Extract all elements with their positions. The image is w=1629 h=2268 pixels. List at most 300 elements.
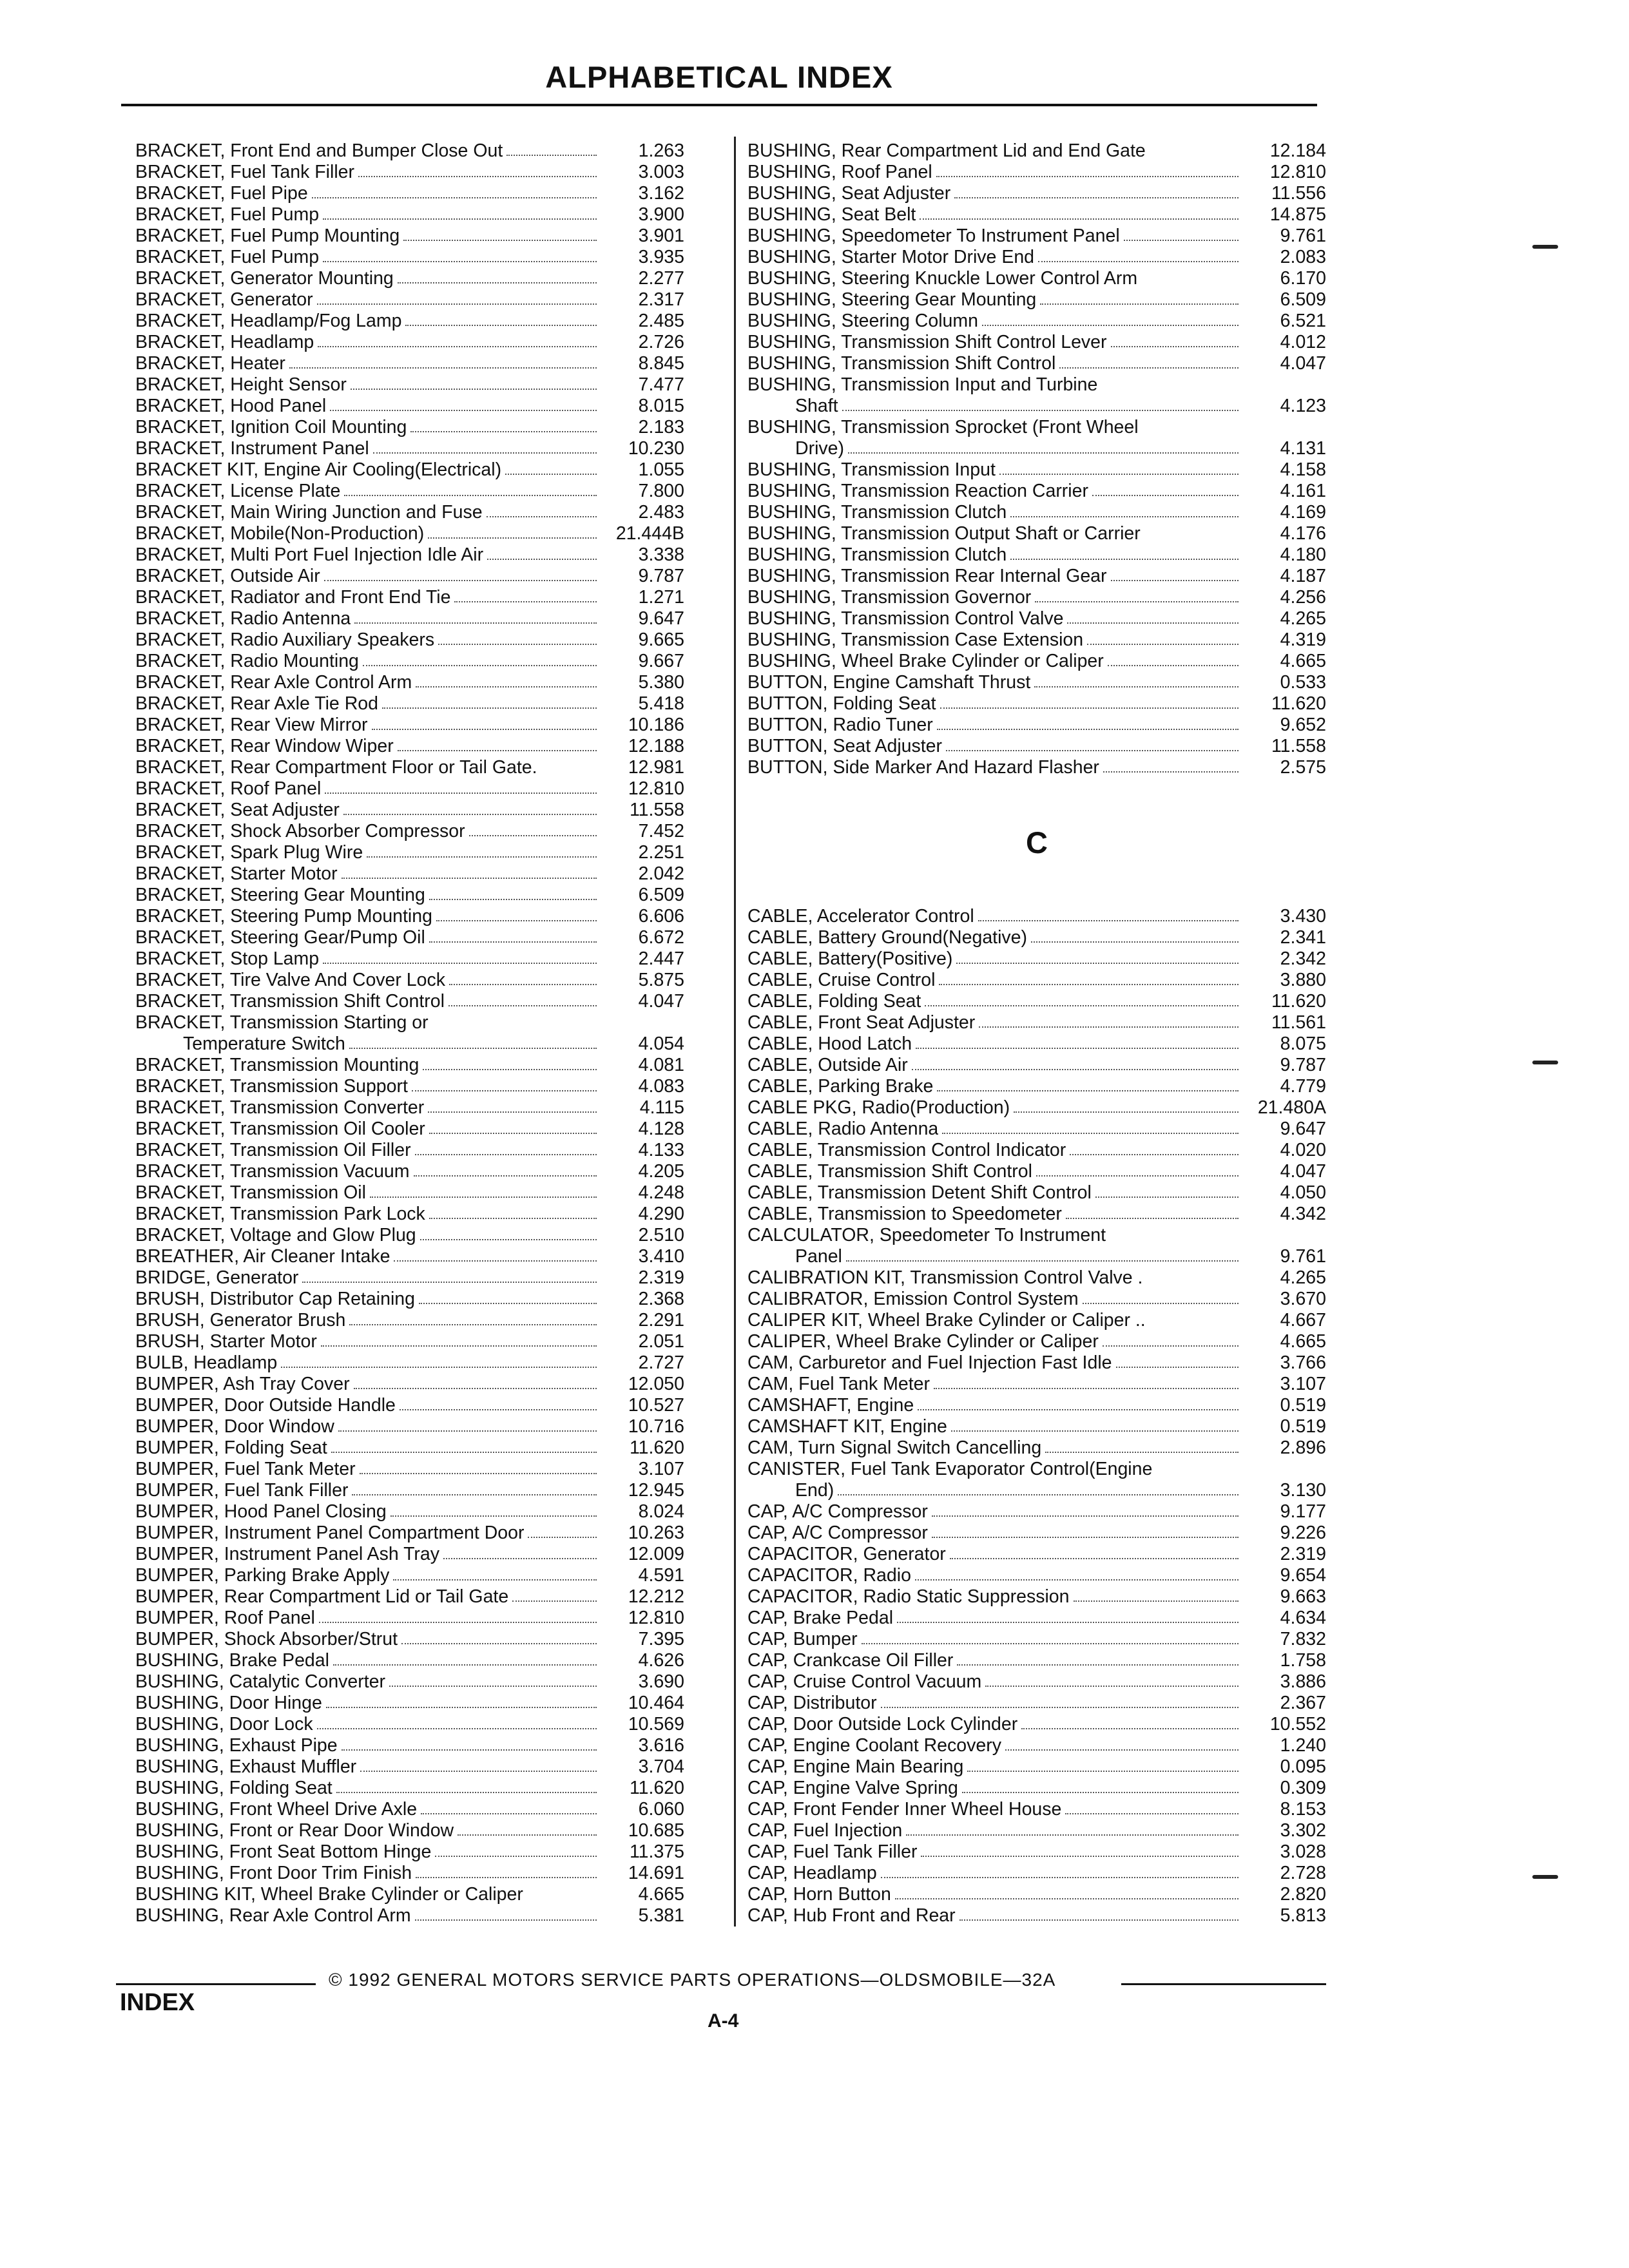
entry-name: CABLE PKG, Radio(Production)	[747, 1097, 1010, 1118]
entry-name: CAP, Headlamp	[747, 1863, 877, 1883]
entry-name: BRACKET, Steering Pump Mounting	[135, 906, 432, 927]
entry-name: BUSHING, Roof Panel	[747, 162, 932, 182]
entry-page: 0.519	[1280, 1416, 1326, 1437]
entry-name: BUMPER, Fuel Tank Meter	[135, 1459, 356, 1479]
entry-name: CABLE, Transmission to Speedometer	[747, 1204, 1062, 1224]
entry-name: BUSHING, Starter Motor Drive End	[747, 247, 1035, 267]
footer-rule-right	[1121, 1983, 1326, 1985]
entry-page: 9.177	[1280, 1501, 1326, 1522]
entry-page: 3.670	[1280, 1289, 1326, 1309]
index-entry	[135, 970, 684, 991]
dot-leader	[1108, 665, 1239, 666]
index-entry	[747, 1586, 1326, 1608]
entry-page: 2.317	[638, 289, 684, 310]
dot-leader	[358, 176, 597, 177]
entry-page: 3.901	[638, 226, 684, 246]
entry-page: 11.556	[1271, 183, 1326, 204]
dot-leader	[505, 474, 597, 475]
entry-page: 9.787	[1280, 1055, 1326, 1075]
index-entry	[135, 1161, 684, 1182]
entry-page: 8.075	[1280, 1033, 1326, 1054]
index-entry	[135, 1841, 684, 1863]
entry-page: 2.083	[1280, 247, 1326, 267]
entry-name: BRACKET, Ignition Coil Mounting	[135, 417, 407, 437]
index-entry	[747, 991, 1326, 1012]
index-entry	[135, 1395, 684, 1416]
index-entry	[747, 417, 1326, 438]
entry-page: 10.464	[628, 1693, 684, 1713]
dot-leader	[912, 1069, 1239, 1070]
index-entry	[135, 991, 684, 1012]
entry-name: BUTTON, Engine Camshaft Thrust	[747, 672, 1031, 693]
entry-name: BRACKET, Stop Lamp	[135, 948, 320, 969]
entry-name: BRACKET, Shock Absorber Compressor	[135, 821, 465, 841]
index-entry	[135, 651, 684, 672]
dot-leader	[435, 1856, 597, 1857]
index-entry	[747, 757, 1326, 778]
index-entry	[135, 1884, 684, 1905]
dot-leader	[1045, 1452, 1239, 1453]
dot-leader	[398, 282, 597, 284]
entry-name: BRACKET, Radiator and Front End Tie	[135, 587, 451, 608]
entry-name: BRACKET, Rear Compartment Floor or Tail Gate.	[135, 757, 537, 778]
dot-leader	[403, 240, 597, 241]
index-entry	[135, 1565, 684, 1586]
entry-name: BUSHING, Door Hinge	[135, 1693, 322, 1713]
index-entry	[747, 948, 1326, 970]
entry-name: CAP, Cruise Control Vacuum	[747, 1671, 982, 1692]
entry-page: 4.665	[1280, 651, 1326, 671]
entry-page: 9.654	[1280, 1565, 1326, 1586]
entry-page: 6.521	[1280, 311, 1326, 331]
entry-name: BRACKET, Radio Antenna	[135, 608, 351, 629]
entry-name: CALIBRATOR, Emission Control System	[747, 1289, 1079, 1309]
dot-leader	[528, 1537, 597, 1538]
index-entry	[747, 906, 1326, 927]
index-entry	[135, 1225, 684, 1246]
dot-leader	[881, 1707, 1239, 1708]
entry-page: 0.309	[1280, 1778, 1326, 1798]
index-entry	[135, 906, 684, 927]
dot-leader	[398, 750, 597, 751]
entry-page: 4.290	[638, 1204, 684, 1224]
entry-page: 7.477	[638, 374, 684, 395]
index-entry	[747, 715, 1326, 736]
entry-name: BRACKET, Transmission Converter	[135, 1097, 425, 1118]
dot-leader	[367, 856, 597, 858]
entry-name: CAP, Fuel Tank Filler	[747, 1841, 918, 1862]
index-entry	[135, 544, 684, 566]
index-entry	[747, 1374, 1326, 1395]
index-entry	[747, 289, 1326, 311]
index-entry	[135, 1267, 684, 1289]
entry-name: BRACKET, Multi Port Fuel Injection Idle Air	[135, 544, 484, 565]
entry-name: Drive)	[795, 438, 844, 459]
dot-leader	[344, 495, 597, 496]
entry-name: BRACKET, Transmission Park Lock	[135, 1204, 425, 1224]
entry-name: BUSHING, Transmission Clutch	[747, 544, 1007, 565]
index-entry	[135, 1033, 684, 1055]
entry-page: 2.575	[1280, 757, 1326, 778]
entry-page: 5.875	[638, 970, 684, 990]
index-entry	[135, 1289, 684, 1310]
dot-leader	[326, 1707, 597, 1708]
index-entry	[135, 1076, 684, 1097]
entry-page: 2.342	[1280, 948, 1326, 969]
index-entry	[747, 1459, 1326, 1480]
entry-name: BUSHING, Transmission Sprocket (Front Wheel	[747, 417, 1139, 437]
index-entry	[747, 459, 1326, 481]
index-entry	[747, 1820, 1326, 1841]
entry-name: BRACKET, Transmission Mounting	[135, 1055, 419, 1075]
dot-leader	[428, 1111, 597, 1113]
index-entry	[135, 438, 684, 459]
index-entry	[135, 268, 684, 289]
dot-leader	[982, 325, 1239, 326]
index-entry	[747, 736, 1326, 757]
title-rule	[121, 104, 1317, 106]
index-entry	[135, 1820, 684, 1841]
c-entries	[747, 906, 1326, 1927]
entry-page: 21.480A	[1257, 1097, 1326, 1118]
dot-leader	[321, 1345, 597, 1347]
entry-name: CAPACITOR, Radio Static Suppression	[747, 1586, 1070, 1607]
dot-leader	[429, 1218, 597, 1219]
entry-page: 1.055	[638, 459, 684, 480]
entry-name: BRACKET, Rear Axle Control Arm	[135, 672, 412, 693]
entry-name: CABLE, Folding Seat	[747, 991, 921, 1012]
entry-page: 2.251	[638, 842, 684, 863]
entry-name: BRACKET, Tire Valve And Cover Lock	[135, 970, 446, 990]
index-entry	[135, 1799, 684, 1820]
index-entry	[747, 1310, 1326, 1331]
index-entry	[135, 1182, 684, 1204]
index-entry	[135, 842, 684, 863]
index-entry	[747, 1331, 1326, 1352]
entry-page: 2.291	[638, 1310, 684, 1331]
entry-name: BUSHING, Steering Knuckle Lower Control Arm	[747, 268, 1138, 289]
dot-leader	[1038, 261, 1239, 262]
entry-name: BRACKET, Transmission Shift Control	[135, 991, 445, 1012]
entry-name: BUSHING, Transmission Input and Turbine	[747, 374, 1098, 395]
entry-page: 1.240	[1280, 1735, 1326, 1756]
entry-page: 1.758	[1280, 1650, 1326, 1671]
entry-name: BUTTON, Side Marker And Hazard Flasher	[747, 757, 1099, 778]
entry-name: BUMPER, Folding Seat	[135, 1437, 327, 1458]
index-entry	[747, 1480, 1326, 1501]
entry-name: BUMPER, Parking Brake Apply	[135, 1565, 390, 1586]
entry-page: 2.896	[1280, 1437, 1326, 1458]
index-entry	[135, 1629, 684, 1650]
dot-leader	[954, 197, 1239, 198]
dot-leader	[937, 729, 1239, 730]
dot-leader	[1010, 516, 1239, 517]
dot-leader	[918, 1409, 1239, 1410]
index-entry	[747, 1756, 1326, 1778]
entry-name: BRACKET, Generator	[135, 289, 313, 310]
entry-name: CALCULATOR, Speedometer To Instrument	[747, 1225, 1106, 1245]
entry-name: BUSHING, Transmission Clutch	[747, 502, 1007, 523]
entry-page: 0.533	[1280, 672, 1326, 693]
entry-page: 4.205	[638, 1161, 684, 1182]
dot-leader	[423, 1069, 597, 1070]
entry-name: BUMPER, Instrument Panel Ash Tray	[135, 1544, 440, 1564]
index-entry	[135, 1459, 684, 1480]
dot-leader	[1035, 601, 1239, 602]
entry-page: 12.810	[628, 778, 684, 799]
dot-leader	[921, 1856, 1239, 1857]
index-entry	[747, 311, 1326, 332]
entry-page: 2.277	[638, 268, 684, 289]
dot-leader	[897, 1622, 1239, 1623]
entry-page: 7.800	[638, 481, 684, 501]
right-index-column	[747, 140, 1326, 1927]
entry-name: CAP, Front Fender Inner Wheel House	[747, 1799, 1062, 1820]
dot-leader	[487, 559, 597, 560]
index-entry	[135, 1608, 684, 1629]
entry-name: BUMPER, Instrument Panel Compartment Door	[135, 1523, 525, 1543]
entry-name: BRACKET, Mobile(Non-Production)	[135, 523, 425, 544]
index-entry	[747, 1416, 1326, 1437]
entry-name: CAP, Hub Front and Rear	[747, 1905, 956, 1926]
index-entry	[135, 1055, 684, 1076]
index-entry	[747, 183, 1326, 204]
entry-name: CABLE, Accelerator Control	[747, 906, 974, 927]
index-entry	[135, 1501, 684, 1523]
entry-page: 4.265	[1280, 1267, 1326, 1288]
index-entry	[747, 226, 1326, 247]
dot-leader	[342, 878, 597, 879]
entry-name: BUMPER, Shock Absorber/Strut	[135, 1629, 398, 1649]
index-entry	[747, 1267, 1326, 1289]
entry-name: BRACKET, Transmission Vacuum	[135, 1161, 410, 1182]
entry-page: 2.319	[1280, 1544, 1326, 1564]
entry-page: 4.779	[1280, 1076, 1326, 1097]
index-entry	[135, 311, 684, 332]
entry-page: 2.183	[638, 417, 684, 437]
entry-page: 11.558	[1271, 736, 1326, 756]
dot-leader	[957, 1664, 1239, 1666]
index-entry	[747, 1544, 1326, 1565]
entry-page: 3.410	[638, 1246, 684, 1267]
entry-name: BRACKET, Fuel Tank Filler	[135, 162, 354, 182]
entry-page: 4.123	[1280, 396, 1326, 416]
dot-leader	[932, 1537, 1239, 1538]
entry-name: BRIDGE, Generator	[135, 1267, 299, 1288]
index-entry	[747, 587, 1326, 608]
dot-leader	[325, 793, 597, 794]
entry-name: BUSHING, Folding Seat	[135, 1778, 333, 1798]
entry-name: CABLE, Parking Brake	[747, 1076, 934, 1097]
entry-page: 3.302	[1280, 1820, 1326, 1841]
index-entry	[747, 672, 1326, 693]
dot-leader	[959, 1919, 1239, 1921]
entry-page: 1.271	[638, 587, 684, 608]
dot-leader	[862, 1643, 1239, 1644]
entry-page: 4.665	[1280, 1331, 1326, 1352]
index-entry	[747, 1693, 1326, 1714]
left-index-column	[135, 140, 684, 1927]
entry-name: BUSHING, Seat Adjuster	[747, 183, 951, 204]
entry-name: CAP, Bumper	[747, 1629, 858, 1649]
index-entry	[747, 544, 1326, 566]
entry-name: BRACKET, Fuel Pump Mounting	[135, 226, 400, 246]
entry-name: BRACKET, Transmission Starting or	[135, 1012, 429, 1033]
dot-leader	[925, 1005, 1239, 1006]
dot-leader	[370, 1196, 597, 1198]
entry-name: BUSHING, Front or Rear Door Window	[135, 1820, 454, 1841]
index-entry	[135, 1905, 684, 1927]
dot-leader	[937, 1090, 1239, 1091]
bu-entries	[747, 140, 1326, 778]
entry-name: CAP, Engine Coolant Recovery	[747, 1735, 1001, 1756]
entry-name: CAMSHAFT KIT, Engine	[747, 1416, 947, 1437]
entry-page: 4.319	[1280, 629, 1326, 650]
dot-leader	[421, 1813, 597, 1814]
index-entry	[135, 1374, 684, 1395]
entry-name: BRACKET, License Plate	[135, 481, 341, 501]
index-entry	[747, 1395, 1326, 1416]
dot-leader	[951, 1430, 1239, 1432]
index-entry	[135, 1778, 684, 1799]
entry-page: 5.418	[638, 693, 684, 714]
entry-page: 4.161	[1280, 481, 1326, 501]
dot-leader	[323, 963, 597, 964]
entry-page: 0.095	[1280, 1756, 1326, 1777]
entry-name: BRACKET, Outside Air	[135, 566, 320, 586]
entry-page: 6.606	[638, 906, 684, 927]
dot-leader	[1021, 1728, 1239, 1729]
entry-page: 7.395	[638, 1629, 684, 1649]
entry-page: 21.444B	[615, 523, 684, 544]
entry-name: BUSHING, Transmission Rear Internal Gear	[747, 566, 1107, 586]
entry-name: BULB, Headlamp	[135, 1352, 278, 1373]
dot-leader	[934, 1388, 1239, 1389]
entry-page: 2.447	[638, 948, 684, 969]
dot-leader	[1036, 1175, 1239, 1177]
entry-name: CABLE, Outside Air	[747, 1055, 908, 1075]
entry-name: BRUSH, Generator Brush	[135, 1310, 346, 1331]
entry-page: 3.880	[1280, 970, 1326, 990]
entry-name: BRACKET, Starter Motor	[135, 863, 338, 884]
entry-page: 4.047	[1280, 1161, 1326, 1182]
dot-leader	[354, 1388, 597, 1389]
dot-leader	[967, 1771, 1239, 1772]
entry-page: 10.230	[628, 438, 684, 459]
index-entry	[135, 183, 684, 204]
dot-leader	[429, 941, 597, 943]
dot-leader	[436, 920, 597, 921]
dot-leader	[343, 814, 597, 815]
index-entry	[135, 1097, 684, 1119]
dot-leader	[317, 1728, 597, 1729]
dot-leader	[338, 1430, 597, 1432]
index-entry	[135, 927, 684, 948]
entry-page: 6.509	[638, 885, 684, 905]
section-label: INDEX	[120, 1989, 195, 2016]
entry-page: 10.685	[628, 1820, 684, 1841]
entry-page: 2.051	[638, 1331, 684, 1352]
index-entry	[747, 927, 1326, 948]
index-entry	[747, 204, 1326, 226]
entry-name: BUSHING, Transmission Control Valve	[747, 608, 1064, 629]
index-entry	[135, 948, 684, 970]
dot-leader	[401, 1643, 597, 1644]
entry-name: BUSHING, Steering Gear Mounting	[747, 289, 1037, 310]
entry-page: 9.761	[1280, 1246, 1326, 1267]
entry-page: 4.020	[1280, 1140, 1326, 1160]
dot-leader	[506, 155, 597, 156]
entry-page: 11.620	[1271, 693, 1326, 714]
entry-page: 4.180	[1280, 544, 1326, 565]
index-entry	[747, 1246, 1326, 1267]
dot-leader	[1005, 1749, 1239, 1751]
index-entry	[747, 1778, 1326, 1799]
entry-name: CAP, Engine Main Bearing	[747, 1756, 964, 1777]
index-entry	[747, 162, 1326, 183]
entry-name: BUSHING, Rear Compartment Lid and End Gate	[747, 140, 1146, 161]
dot-leader	[429, 1133, 597, 1134]
entry-name: End)	[795, 1480, 834, 1501]
entry-name: CAM, Carburetor and Fuel Injection Fast Idle	[747, 1352, 1112, 1373]
entry-page: 14.691	[628, 1863, 684, 1883]
index-entry	[135, 1310, 684, 1331]
entry-name: BRACKET, Spark Plug Wire	[135, 842, 363, 863]
entry-name: BREATHER, Air Cleaner Intake	[135, 1246, 390, 1267]
index-entry	[747, 353, 1326, 374]
footer-copyright: © 1992 GENERAL MOTORS SERVICE PARTS OPERATIONS—OLDSMOBILE—32A	[329, 1970, 1056, 1990]
section-letter-heading: C	[1026, 825, 1048, 860]
entry-name: BRACKET, Hood Panel	[135, 396, 327, 416]
dot-leader	[846, 1260, 1239, 1262]
dot-leader	[333, 1664, 597, 1666]
dot-leader	[1014, 1111, 1239, 1113]
entry-name: BUMPER, Door Window	[135, 1416, 334, 1437]
index-entry	[747, 1565, 1326, 1586]
dot-leader	[389, 1686, 597, 1687]
entry-name: BUSHING, Transmission Case Extension	[747, 629, 1084, 650]
entry-page: 4.626	[638, 1650, 684, 1671]
dot-leader	[1010, 559, 1239, 560]
index-entry	[135, 1331, 684, 1352]
entry-page: 2.728	[1280, 1863, 1326, 1883]
index-entry	[747, 1140, 1326, 1161]
dot-leader	[936, 176, 1239, 177]
dot-leader	[342, 1749, 597, 1751]
entry-page: 4.050	[1280, 1182, 1326, 1203]
entry-name: BUSHING, Door Lock	[135, 1714, 313, 1735]
entry-name: CABLE, Radio Antenna	[747, 1119, 939, 1139]
index-entry	[747, 481, 1326, 502]
entry-page: 3.690	[638, 1671, 684, 1692]
dot-leader	[336, 1792, 597, 1793]
entry-name: BUSHING, Transmission Reaction Carrier	[747, 481, 1088, 501]
entry-page: 0.519	[1280, 1395, 1326, 1416]
index-entry	[747, 1501, 1326, 1523]
entry-page: 9.667	[638, 651, 684, 671]
index-entry	[135, 1693, 684, 1714]
entry-page: 9.761	[1280, 226, 1326, 246]
entry-name: CAP, Engine Valve Spring	[747, 1778, 958, 1798]
entry-page: 4.342	[1280, 1204, 1326, 1224]
index-entry	[135, 672, 684, 693]
entry-page: 6.170	[1280, 268, 1326, 289]
index-entry	[747, 332, 1326, 353]
index-entry	[135, 863, 684, 885]
entry-page: 6.060	[638, 1799, 684, 1820]
dot-leader	[372, 729, 597, 730]
entry-page: 10.569	[628, 1714, 684, 1735]
